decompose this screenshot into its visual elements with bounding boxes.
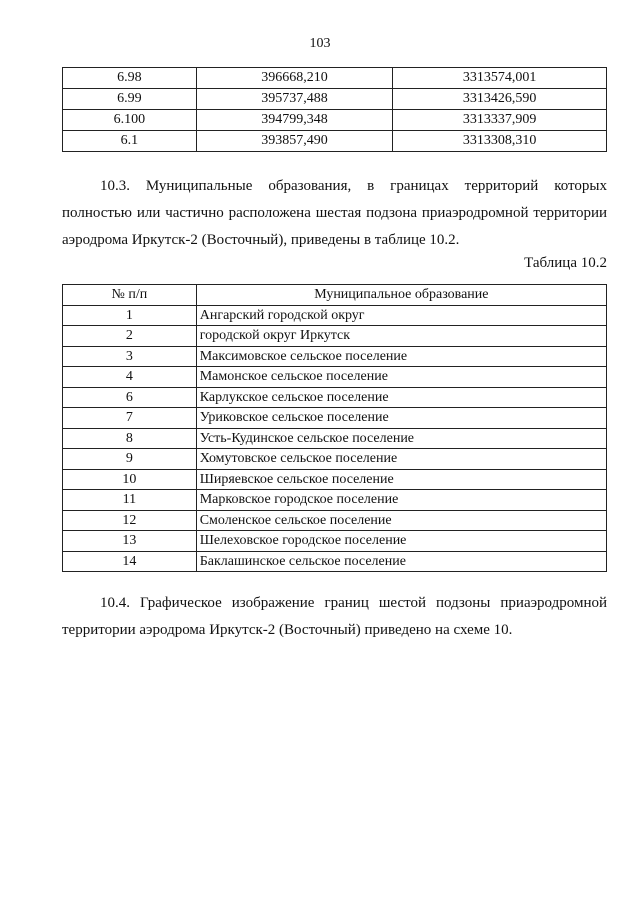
table-row [63,531,607,552]
row-number-cell: 13 [63,531,197,552]
table-caption: Таблица 10.2 [524,255,607,271]
paragraph-10-3: 10.3. Муниципальные образования, в границах территорий которых полностью или частично расположена шестая подзона приаэродромной территории аэродрома Иркутск-2 (Восточный), приведены в таблице 10.2. [62,178,607,248]
row-number-cell: 2 [63,326,197,347]
table-header-row [63,285,607,306]
municipality-name-cell: Хомутовское сельское поселение [196,449,606,470]
table-row [63,408,607,429]
page-number: 103 [309,36,331,51]
municipality-name-cell: Ширяевское сельское поселение [196,469,606,490]
point-id-cell: 6.99 [63,89,197,110]
row-number-cell: 11 [63,490,197,511]
header-municipality: Муниципальное образование [196,285,606,306]
municipality-name-cell: Карлукское сельское поселение [196,387,606,408]
x-coordinate-cell: 393857,490 [196,131,393,152]
table-row [63,68,607,89]
table-row [63,110,607,131]
table-row [63,449,607,470]
y-coordinate-cell: 3313308,310 [393,131,607,152]
table-row [63,551,607,572]
table-row [63,326,607,347]
point-id-cell: 6.100 [63,110,197,131]
table-row [63,305,607,326]
row-number-cell: 1 [63,305,197,326]
table-row [63,469,607,490]
table-row [63,346,607,367]
table-row [63,490,607,511]
paragraph-10-4: 10.4. Графическое изображение границ шестой подзоны приаэродромной территории аэродрома Иркутск-2 (Восточный) приведено на схеме 10. [62,595,607,638]
x-coordinate-cell: 396668,210 [196,68,393,89]
row-number-cell: 14 [63,551,197,572]
row-number-cell: 3 [63,346,197,367]
municipality-name-cell: Шелеховское городское поселение [196,531,606,552]
municipality-name-cell: городской округ Иркутск [196,326,606,347]
y-coordinate-cell: 3313337,909 [393,110,607,131]
table-row [63,131,607,152]
row-number-cell: 8 [63,428,197,449]
row-number-cell: 7 [63,408,197,429]
municipality-name-cell: Усть-Кудинское сельское поселение [196,428,606,449]
coordinates-table [62,67,607,152]
table-row [63,428,607,449]
table-row [63,387,607,408]
table-row [63,89,607,110]
y-coordinate-cell: 3313574,001 [393,68,607,89]
municipality-name-cell: Максимовское сельское поселение [196,346,606,367]
header-number: № п/п [63,285,197,306]
municipality-name-cell: Баклашинское сельское поселение [196,551,606,572]
row-number-cell: 10 [63,469,197,490]
point-id-cell: 6.1 [63,131,197,152]
municipality-name-cell: Марковское городское поселение [196,490,606,511]
row-number-cell: 4 [63,367,197,388]
row-number-cell: 9 [63,449,197,470]
row-number-cell: 6 [63,387,197,408]
row-number-cell: 12 [63,510,197,531]
municipality-name-cell: Мамонское сельское поселение [196,367,606,388]
municipality-name-cell: Уриковское сельское поселение [196,408,606,429]
y-coordinate-cell: 3313426,590 [393,89,607,110]
table-row [63,510,607,531]
municipal-table [62,284,607,572]
municipality-name-cell: Смоленское сельское поселение [196,510,606,531]
table-row [63,367,607,388]
x-coordinate-cell: 394799,348 [196,110,393,131]
x-coordinate-cell: 395737,488 [196,89,393,110]
municipality-name-cell: Ангарский городской округ [196,305,606,326]
point-id-cell: 6.98 [63,68,197,89]
